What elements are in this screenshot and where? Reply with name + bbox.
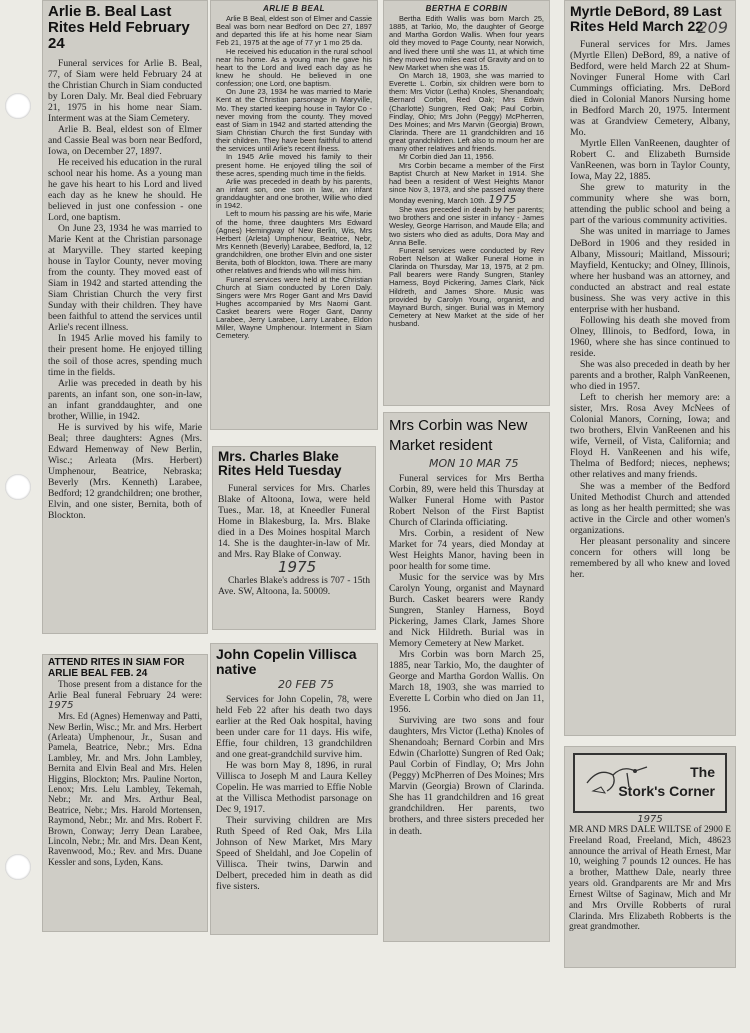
paragraph: She was a member of the Bedford United Methodist Church and attended as long as her health permitted; she was active in the Circle and other women's organizations. bbox=[570, 480, 730, 536]
paragraph: Music for the service was by Mrs Carolyn Young, organist and Maynard Burch. Casket bearers were Randy Sungren, Stanley Harness, Boyd Pickering, James Clark, James Shore and Nick Hildreth. Burial was in Memory Cemetery at New Market. bbox=[389, 571, 544, 649]
handwritten-year: 1975 bbox=[278, 557, 317, 576]
arlie-caption: ARLIE B BEAL bbox=[263, 4, 325, 13]
paragraph: Arlie was preceded in death by his parents, an infant son, one son-in-law, an infant granddaughter, and one brother, Willie, in 1942. bbox=[48, 377, 202, 422]
debord-body bbox=[570, 39, 730, 580]
paragraph: Arlie B. Beal, eldest son of Elmer and Cassie Beal was born near Bedford, Iowa, on December 27, 1897. bbox=[48, 123, 202, 157]
binder-hole-top bbox=[5, 93, 31, 119]
paragraph: Left to cherish her memory are: a sister, Mrs. Rosa Avey McNees of Colonial Manors, Corning, Iowa; and two brothers, Elvin VanReenen and his wife, Verneil, of Vista, California; and Floyd H. VanReenen and his wife, Thelma of Bedford; nieces, nephews; other relatives and many friends. bbox=[570, 392, 730, 481]
paragraph: Mr Corbin died Jan 11, 1956. bbox=[399, 152, 494, 162]
paragraph: On March 18, 1903, she was married to Everette L. Corbin, six children were born to them: Mrs Victor (Letha) Knoles, Shenandoah; Bernard Corbin, Red Oak; Mrs Edwin (Charlotte) Sungren, Red Oak; Paul Corbin, Findlay, Ohio; Mrs John (Peggy) McPherren, Des Moines; and Mrs Marvin (Georgia) Brown, Clarinda. There are 11 grandchildren and 16 great grandchildren. Left also to mourn her are many other relatives and friends. bbox=[389, 70, 544, 154]
paragraph: Mrs. Corbin, a resident of New Market for 74 years, died Monday at West Heights Manor, having been in poor health for some time. bbox=[389, 527, 544, 572]
corbin-headline: Mrs Corbin was New Market resident bbox=[389, 417, 528, 455]
clipping-arlie-beal-detailed bbox=[210, 0, 378, 430]
page-number: 209 bbox=[697, 18, 728, 37]
arlie-detailed-body bbox=[216, 15, 372, 341]
paragraph: She grew to maturity in the community where she was born, attending the public school and being a part of the various community activities. bbox=[570, 182, 730, 227]
clipping-mrs-corbin bbox=[383, 412, 550, 942]
bertha-body bbox=[389, 15, 544, 328]
paragraph: She was united in marriage to James DeBord in 1906 and they resided in Albany, Missouri; Maitland, Missouri; Mayfield, Kentucky; and Olney, Illinois, where her husband was an attorney, and conducted an abstract and real estate business. She was very active in this enterprise with her husband. bbox=[570, 226, 730, 315]
handwritten-year: 1975 bbox=[48, 699, 74, 711]
handwritten-date: 20 FEB 75 bbox=[278, 677, 334, 691]
paragraph: In 1945 Arlie moved his family to their present home. He enjoyed tilling the soil of these acres, spending much time in the fields. bbox=[216, 152, 372, 178]
blake-body bbox=[218, 483, 370, 597]
paragraph: Funeral services were held at the Christian Church at Siam conducted by Loren Daly. Singers were Mrs Roger Gant and Mrs David Hughes accompanied by Mrs Naomi Gant. Casket bearers were Roger Gant, Danny Larabee, Jerry Larabee, Larry Larabee, Eldon Miller, Wayne Umphenour. Interment in Siam Cemetery. bbox=[216, 274, 372, 341]
paragraph: On June 23, 1934 he was married to Marie Kent at the Christian parsonage at Maryville. They started keeping house in Taylor County, never moving from the county. They moved east of Siam in 1942 and started attending the Siam Christian Church the very first Sunday with their children. They have been faithful to attend the services until Arlie's recent illness. bbox=[48, 223, 202, 334]
attend-headline: ATTEND RITES IN SIAM FOR ARLIE BEAL FEB. 24 bbox=[48, 657, 185, 679]
paragraph: She was preceded in death by her parents; two brothers and one sister in infancy - James Wesley, George Harrison, and Maude Ella; and two sisters who died as adults, Dora May and Anna Belle. bbox=[389, 205, 544, 247]
paragraph: Her pleasant personality and sincere concern for others will long be remembered by all who knew and loved her. bbox=[570, 535, 730, 580]
stork-title-line2: Stork's Corner bbox=[618, 782, 715, 799]
stork-announcement: MR AND MRS DALE WILTSE of 2900 E Freeland Road, Freeland, Mich, 48623 announce the arrival of Heath Ernest, Mar 10, weighing 7 pounds 12 ounces. He has a brother, Matthew Dale, nearly three years old. Grandparents are Mr and Mrs Ernest Wiltse of Saginaw, Mich and Mr and Mrs Orville Robberts of rural Clarinda. Mrs Elizabeth Robberts is the great grandmother. bbox=[569, 825, 731, 933]
paragraph: Funeral services for Arlie B. Beal, 77, of Siam were held February 24 at the Christian Church in Siam conducted by Loren Daly. Mr. Beal died February 21, 1975 in his home near Siam. Interment was at the Siam Cemetery. bbox=[48, 57, 202, 124]
paragraph: Charles Blake's address is 707 - 15th Ave. SW, Altoona, Ia. 50009. bbox=[218, 574, 370, 597]
paragraph: Funeral services for Mrs Bertha Corbin, 89, were held this Thursday at Walker Funeral Home with Pastor Robert Nelson of the First Baptist Church of Clarinda officiating. bbox=[389, 472, 544, 528]
paragraph: In 1945 Arlie moved his family to their present home. He enjoyed tilling the soil of those acres, spending much time in the fields. bbox=[48, 333, 202, 378]
bertha-caption: BERTHA E CORBIN bbox=[425, 4, 508, 13]
paragraph: He received his education in the rural school near his home. As a young man he gave his heart to the Lord and lived each day as he knew he should. He believed in one confession; one Lord, one baptism. bbox=[216, 46, 372, 89]
clipping-attend-rites bbox=[42, 654, 208, 932]
paragraph: She was also preceded in death by her parents and a brother, Ralph VanReenen, who died in 1957. bbox=[570, 359, 730, 393]
paragraph bbox=[48, 679, 202, 711]
paragraph: He was born May 8, 1896, in rural Villisca to Joseph M and Laura Kelley Copelin. He was married to Effie Noble at the Villisca Methodist parsonage on Dec 9, 1917. bbox=[216, 759, 372, 815]
bertha-residence-text: Mrs Corbin became a member of the First Baptist Church at New Market in 1914. She had been a resident of West Heights Manor since Nov 3, 1973, and she passed away there Monday evening, March 10th. bbox=[389, 160, 544, 206]
clipping-arlie-beal bbox=[42, 0, 208, 634]
binder-hole-bottom bbox=[5, 854, 31, 880]
clipping-storks-corner bbox=[564, 746, 736, 968]
attend-intro: Those present from a distance for the Arlie Beal funeral February 24 were: bbox=[48, 679, 202, 700]
paragraph: Funeral services were conducted by Rev Robert Nelson at Walker Funeral Home in Clarinda on Thursday, Mar 13, 1975, at 2 pm. Pall bearers were Randy Sungren, Stanley Harness, Boyd Pickering, James Clark, Nick Hildreth, and James Shore. Music was provided by Carolyn Young, organist, and Maynard Burch, singer. Burial was in Memory Cemetery at New Market at the side of her husband. bbox=[389, 245, 544, 329]
paragraph: Arlie B Beal, eldest son of Elmer and Cassie Beal was born near Bedford on Dec 27, 1897 and departed this life at his home near Siam Feb 21, 1975 at the age of 77 yr 1 mo 25 da. bbox=[216, 14, 372, 48]
clipping-bertha-corbin bbox=[383, 0, 550, 406]
stork-title-line1: The bbox=[690, 764, 715, 780]
arlie-body bbox=[48, 58, 202, 521]
attend-body bbox=[48, 679, 202, 867]
paragraph: Mrs Corbin was born March 25, 1885, near Tarkio, Mo, the daughter of George and Martha Gordon Wallis. On March 18, 1903, she was married to Everette L Corbin who died on Jan 11, 1956. bbox=[389, 649, 544, 716]
paragraph: On June 23, 1934 he was married to Marie Kent at the Christian parsonage in Maryville, Mo. They started keeping house in Taylor Co - never moving from the county. They moved east of Siam in 1942 and started attending the Siam Christian Church the first Sunday with their children. They have been faithful to attend the services until Arlie's recent illness. bbox=[216, 87, 372, 154]
paragraph bbox=[389, 162, 544, 207]
paragraph: Arlie was preceded in death by his parents, an infant son, one son in law, an infant granddaughter and one brother, Willie who died in 1942. bbox=[216, 176, 372, 211]
stork-banner bbox=[573, 753, 727, 813]
paragraph: Left to mourn his passing are his wife, Marie of the home, three daughters Mrs Edward (Agnes) Hemingway of New Berlin, Wis, Mrs Herbert (Arleta) Umphenour, Beatrice, Nebr, Mrs Kenneth (Beverly) Larabee, Bedford, Ia, 12 grandchildren, one brother Elvin and one sister Benita, both of Blockton, Iowa. There are many other relatives and friends who will miss him. bbox=[216, 209, 372, 276]
debord-headline: Myrtle DeBord, 89 Last Rites Held March 22 bbox=[570, 3, 722, 34]
handwritten-year: 1975 bbox=[488, 193, 517, 207]
paragraph: Their surviving children are Mrs Ruth Speed of Red Oak, Mrs Lila Johnson of New Market, Mrs Mary Speed of Sheldahl, and Joe Copelin of Villisca. Their twins, Darwin and Delbert, preceded him in death as did five sisters. bbox=[216, 815, 372, 893]
clipping-charles-blake bbox=[212, 446, 376, 630]
paragraph: Myrtle Ellen VanReenen, daughter of Robert C. and Elizabeth Burnside VanReenen, was born in Taylor County, Iowa, May 22, 1885. bbox=[570, 138, 730, 183]
paragraph: Following his death she moved from Olney, Illinois, to Bedford, Iowa, in 1960, where she has since continued to reside. bbox=[570, 314, 730, 359]
paragraph: He is survived by his wife, Marie Beal; three daughters: Agnes (Mrs. Edward Hemenway of New Berlin, Wisc.; Arleata (Mrs. Herbert) Umphenour, Beatrice, Nebraska; Beverly (Mrs. Kenneth) Larabee, Bedford; 12 grandchildren; one brother, Elvin, and one sister, Bernita, both of Blockton. bbox=[48, 421, 202, 521]
blake-headline: Mrs. Charles Blake Rites Held Tuesday bbox=[218, 449, 342, 479]
paragraph: Services for John Copelin, 78, were held Feb 22 after his death two days earlier at the Red Oak hospital, having been under care for 11 days. His wife, Effie, four children, 13 grandchildren and one great-grandchild survive him. bbox=[216, 693, 372, 760]
paragraph: Funeral services for Mrs. Charles Blake of Altoona, Iowa, were held Tues., Mar. 18, at Kneedler Funeral Home in Blakesburg, Ia. Mrs. Blake died in a Des Moines hospital March 14. She is the daughter-in-law of Mr. and Mrs. Ray Blake of Conway. bbox=[218, 482, 370, 560]
arlie-headline: Arlie B. Beal Last Rites Held February 24 bbox=[48, 3, 190, 52]
paragraph: He received his education in the rural school near his home. As a young man he gave his heart to his Lord and lived each day as he knew he should. He believed in just one confession - one Lord, one baptism. bbox=[48, 156, 202, 224]
binder-hole-middle bbox=[5, 474, 31, 500]
copelin-headline: John Copelin Villisca native bbox=[216, 646, 357, 677]
clipping-myrtle-debord bbox=[564, 0, 736, 736]
handwritten-date: MON 10 MAR 75 bbox=[429, 456, 519, 470]
paragraph: Bertha Edith Wallis was born March 25, 1885, at Tarkio, Mo, the daughter of George and Martha Gordon Wallis. When four years old they moved to Page County, near Norwich, and lived there until she was 11, at which time they moved two miles east of Gravity and on to New Market when she was 15. bbox=[389, 14, 544, 72]
paragraph: Surviving are two sons and four daughters, Mrs Victor (Letha) Knoles of Shenandoah; Bernard Corbin and Mrs Edwin (Charlotte) Sungren of Red Oak; Paul Corbin of Findlay, O; Mrs John (Peggy) McPherren of Des Moines; Mrs Marvin (Georgia) Brown of Clarinda. She has 11 grandchildren and 16 great grandchildren. Her parents, two brothers, and three sisters preceded her in death. bbox=[389, 715, 544, 837]
copelin-body bbox=[216, 694, 372, 893]
debord-header bbox=[570, 3, 730, 37]
stork-title bbox=[618, 763, 715, 801]
handwritten-year: 1975 bbox=[637, 814, 663, 825]
paragraph: Mrs. Ed (Agnes) Hemenway and Patti, New Berlin, Wisc.; Mr. and Mrs. Herbert (Arleata) Umphenour, Jr., Susan and Pamela, Beatrice, Nebr.; Mrs. Edna Lambley, Mr. and Mrs. John Lambley, Bernita and Elvin Beal and Mrs. Helen Higgins, Blockton; Mrs. Pauline Norton, Lenox; Mrs. Lelu Lambley, Tekemah, Nebr.; Mr. and Mrs. Arthur Beal, Beatrice, Nebr.; Mrs. Harold Mortensen, Raymond, Nebr.; Mr. and Mrs. Robert F. Brown, Conway; Jerry Dean Larabee, Lincoln, Nebr.; Mr. and Mrs. Dean Kent, Ravenwood, Mo.; Rev. and Mrs. Duane Kessler and sons, Lyden, Kans. bbox=[48, 711, 202, 867]
clipping-john-copelin bbox=[210, 643, 378, 935]
corbin-body bbox=[389, 473, 544, 837]
paragraph: Funeral services for Mrs. James (Myrtle Ellen) DeBord, 89, a native of Bedford, were held March 22 at Shum-Novinger Funeral Home with Carl Cummings officiating. Mrs. DeBord died in Colonial Manors Nursing home in Bedford March 20, 1975. Interment was at Grandview Cemetery, Albany, Mo. bbox=[570, 38, 730, 139]
